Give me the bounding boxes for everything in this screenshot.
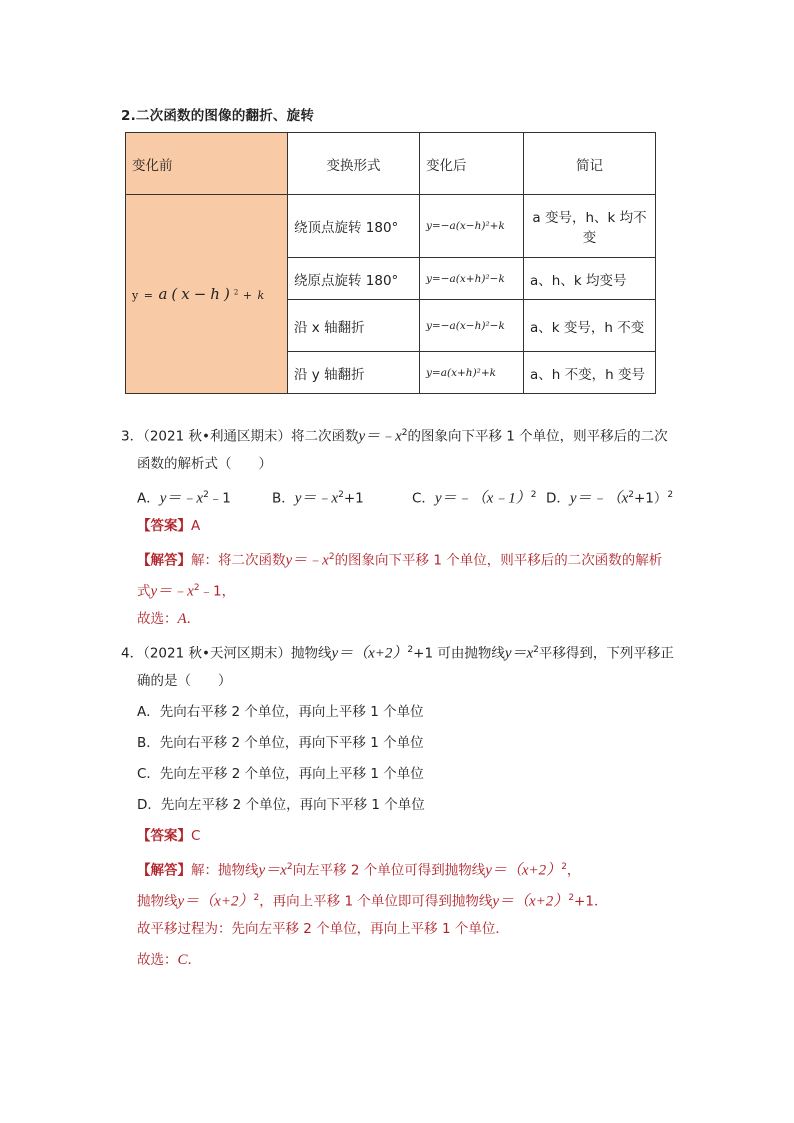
- q3-stem-line2: 函数的解析式（ ）: [137, 456, 272, 472]
- q4-option-c: C．先向左平移 2 个单位，再向上平移 1 个单位: [137, 766, 424, 782]
- q3-solution-line2: 式$y=﹣x^2﹣1$，: [137, 583, 236, 600]
- q4-option-d: D．先向左平移 2 个单位，再向下平移 1 个单位: [137, 797, 425, 813]
- q3-option-d: D．$y=﹣(x^2+1)^2$: [546, 490, 674, 507]
- q4-solution: 【解答】解：抛物线$y=x^2$向左平移 2 个单位可得到抛物线$y=(x+2)^2$，: [137, 862, 581, 879]
- q4-option-b: B．先向右平移 2 个单位，再向下平移 1 个单位: [137, 735, 424, 751]
- q3-answer: 【答案】A: [137, 518, 201, 534]
- form-cell: 沿 x 轴翻折: [288, 300, 420, 352]
- header-note: 简记: [524, 133, 656, 195]
- q3-solution: 【解答】解：将二次函数$y=﹣x^2$的图象向下平移 1 个单位，则平移后的二次函数的解析: [137, 552, 663, 569]
- after-formula: y=−a(x−h)²−k: [420, 300, 524, 352]
- q4-option-a: A．先向右平移 2 个单位，再向上平移 1 个单位: [137, 704, 424, 720]
- note-cell: a 变号，h、k 均不变: [524, 195, 656, 258]
- q4-stem: 4．（2021 秋•天河区期末）抛物线$y=(x+2)^2+1$ 可由抛物线$y=x^2$平移得到，下列平移正: [121, 645, 674, 662]
- table-row: [126, 195, 656, 258]
- note-cell: a、k 变号，h 不变: [524, 300, 656, 352]
- q4-solution-line2: 抛物线$y=(x+2)^2$，再向上平移 1 个单位即可得到抛物线$y=(x+2)^2+1$．: [137, 893, 608, 910]
- before-formula: $y = a(x-h)^2 + k$: [132, 285, 266, 303]
- q3-option-b: B．$y=﹣x^2+1$: [272, 490, 364, 507]
- q3-stem: 3．（2021 秋•利通区期末）将二次函数$y=﹣x^2$的图象向下平移 1 个单位，则平移后的二次: [121, 428, 668, 445]
- before-formula-cell: [126, 195, 288, 394]
- note-cell: a、h、k 均变号: [524, 258, 656, 300]
- section-title: 2.二次函数的图像的翻折、旋转: [121, 108, 315, 124]
- q4-stem-line2: 确的是（ ）: [137, 673, 232, 689]
- q3-choose: 故选：A．: [137, 611, 201, 627]
- header-form: 变换形式: [288, 133, 420, 195]
- q3-options: [121, 480, 681, 511]
- note-cell: a、h 不变，h 变号: [524, 352, 656, 394]
- q4-choose: 故选：C．: [137, 952, 202, 968]
- q3-option-a: A．$y=﹣x^2﹣1$: [137, 490, 231, 507]
- question-4: [121, 635, 681, 976]
- transform-table: [125, 132, 656, 394]
- after-formula: y=−a(x+h)²−k: [420, 258, 524, 300]
- after-formula: y=−a(x−h)²+k: [420, 195, 524, 258]
- q3-option-c: C．y＝﹣（x﹣1）$^2$: [412, 490, 537, 507]
- header-before: 变化前: [126, 133, 288, 195]
- after-formula: y=a(x+h)²+k: [420, 352, 524, 394]
- q4-solution-line3: 故平移过程为：先向左平移 2 个单位，再向上平移 1 个单位．: [137, 921, 509, 937]
- table-header-row: [126, 133, 656, 195]
- q4-answer: 【答案】C: [137, 828, 201, 844]
- header-after: 变化后: [420, 133, 524, 195]
- form-cell: 绕顶点旋转 180°: [288, 195, 420, 258]
- form-cell: 沿 y 轴翻折: [288, 352, 420, 394]
- form-cell: 绕原点旋转 180°: [288, 258, 420, 300]
- question-3: [121, 418, 681, 635]
